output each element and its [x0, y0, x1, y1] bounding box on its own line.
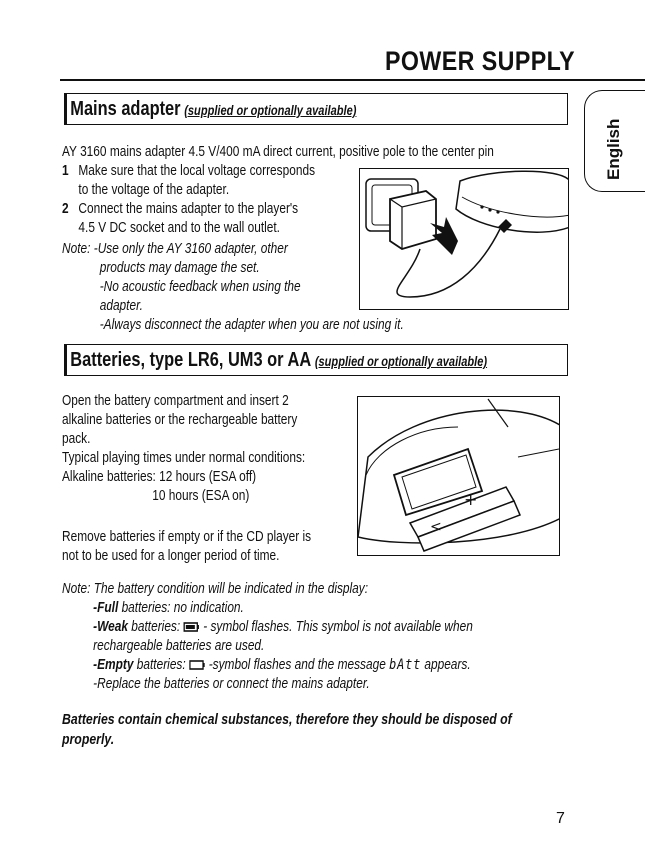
batteries-section-heading-box	[64, 344, 568, 376]
note-line: The battery condition will be indicated in the display:	[93, 581, 369, 597]
title-rule	[60, 79, 645, 81]
battery-drawing	[358, 397, 559, 555]
warning-line: Batteries contain chemical substances, therefore they should be disposed of	[62, 711, 512, 728]
note-line: products may damage the set.	[99, 260, 260, 276]
text-line: alkaline batteries or the rechargeable battery	[62, 412, 298, 428]
batteries-para-remove	[62, 528, 311, 566]
mains-adapter-illustration	[359, 168, 569, 310]
note-line: -No acoustic feedback when using the	[99, 279, 301, 295]
adapter-drawing	[360, 169, 568, 309]
page-title: POWER SUPPLY	[384, 46, 575, 76]
note-line: -Replace the batteries or connect the mains adapter.	[93, 676, 370, 692]
cd-player-edge	[456, 171, 568, 232]
svg-text:<: <	[430, 519, 442, 535]
note-line: - symbol flashes. This symbol is not available when	[203, 619, 473, 635]
battery-note	[62, 580, 473, 694]
text-line: 10 hours (ESA on)	[152, 488, 250, 504]
note-line: -symbol flashes and the message	[208, 657, 386, 673]
disposal-warning	[62, 710, 512, 750]
text-line: Remove batteries if empty or if the CD player is	[62, 529, 312, 545]
mains-heading-paren: (supplied or optionally available)	[184, 103, 357, 118]
text-line: Typical playing times under normal conditions:	[62, 450, 306, 466]
note-line: rechargeable batteries are used.	[93, 638, 265, 654]
step-number: 2	[62, 201, 69, 217]
note-line: batteries: no indication.	[121, 600, 244, 616]
battery-compartment-illustration	[357, 396, 560, 556]
note-line: appears.	[424, 657, 471, 673]
note-label: Note:	[62, 241, 91, 257]
note-label: Note:	[62, 581, 91, 597]
mains-heading: Mains adapter	[70, 98, 181, 120]
step-text: Make sure that the local voltage corresponds	[78, 163, 316, 179]
step-text: to the voltage of the adapter.	[78, 182, 230, 198]
text-line: Open the battery compartment and insert 2	[62, 393, 289, 409]
step-text: Connect the mains adapter to the player's	[78, 201, 299, 217]
note-line: batteries:	[131, 619, 181, 635]
note-line: adapter.	[99, 298, 143, 314]
battery-weak-icon	[184, 622, 200, 632]
full-label: -Full	[93, 600, 119, 616]
text-line: Alkaline batteries: 12 hours (ESA off)	[62, 469, 257, 485]
mains-intro: AY 3160 mains adapter 4.5 V/400 mA direct current, positive pole to the center pin	[62, 144, 494, 160]
note-line: -Use only the AY 3160 adapter, other	[93, 241, 288, 257]
mains-step-1	[62, 162, 315, 200]
batteries-heading-paren: (supplied or optionally available)	[314, 354, 488, 369]
warning-line: properly.	[62, 731, 115, 748]
mains-note	[62, 240, 404, 335]
battery-empty-icon	[189, 660, 205, 670]
empty-label: -Empty	[93, 657, 134, 673]
step-text: 4.5 V DC socket and to the wall outlet.	[78, 220, 280, 236]
text-line: not to be used for a longer period of time.	[62, 548, 280, 564]
step-number: 1	[62, 163, 69, 179]
batteries-heading: Batteries, type LR6, UM3 or AA	[70, 349, 312, 371]
weak-label: -Weak	[93, 619, 128, 635]
text-line: pack.	[62, 431, 91, 447]
language-label: English	[604, 118, 623, 180]
mains-section-heading-box	[64, 93, 568, 125]
mains-step-2	[62, 200, 298, 238]
page-number: 7	[556, 810, 565, 827]
note-line: batteries:	[136, 657, 186, 673]
adapter-body	[390, 191, 436, 249]
batteries-para-open	[62, 392, 305, 506]
svg-text:+: +	[464, 490, 478, 509]
note-line: -Always disconnect the adapter when you are not using it.	[99, 317, 404, 333]
display-message: bAtt	[389, 657, 422, 673]
